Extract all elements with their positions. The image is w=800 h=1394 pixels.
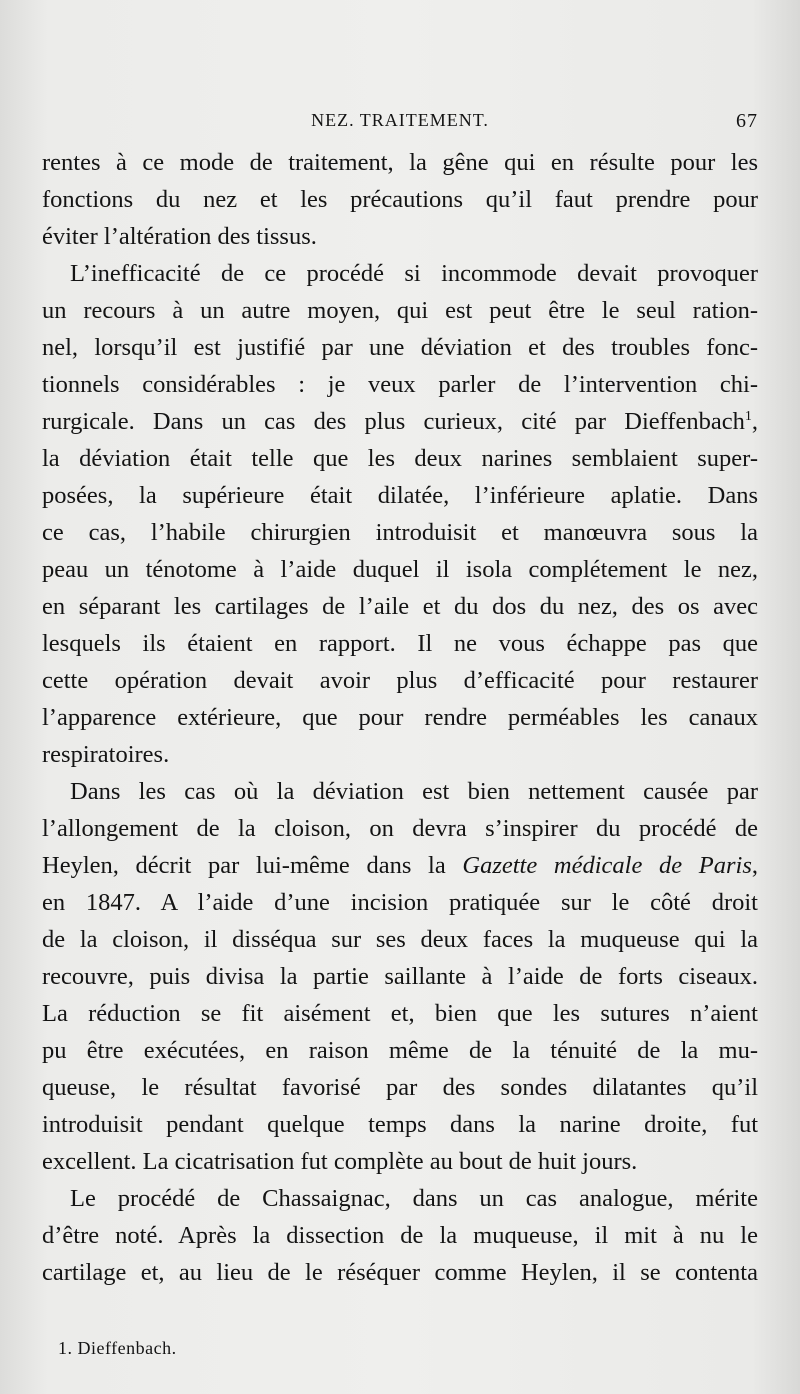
- text-line: posées, la supérieure était dilatée, l’inférieure aplatie. Dans: [42, 482, 758, 509]
- footnote-marker: 1: [744, 408, 752, 424]
- text-line: cartilage et, au lieu de le réséquer comme Heylen, il se contenta: [42, 1259, 758, 1286]
- page-header: [42, 110, 758, 134]
- text-line: fonctions du nez et les précautions qu’il faut prendre pour: [42, 186, 758, 213]
- text-line: L’inefficacité de ce procédé si incommode devait provoquer: [70, 260, 758, 287]
- text-segment: Heylen, décrit par lui-même dans la: [42, 852, 463, 879]
- text-line: recouvre, puis divisa la partie saillante à l’aide de forts ciseaux.: [42, 963, 758, 990]
- text-segment: ,: [751, 408, 758, 435]
- text-line: d’être noté. Après la dissection de la muqueuse, il mit à nu le: [42, 1222, 758, 1249]
- text-line: respiratoires.: [42, 741, 170, 768]
- text-line: Dans les cas où la déviation est bien nettement causée par: [70, 778, 758, 805]
- text-line: tionnels considérables : je veux parler de l’intervention chi-: [42, 371, 758, 398]
- text-line: en séparant les cartilages de l’aile et du dos du nez, des os avec: [42, 593, 758, 620]
- text-line: La réduction se fit aisément et, bien que les sutures n’aient: [42, 1000, 758, 1027]
- text-line: en 1847. A l’aide d’une incision pratiquée sur le côté droit: [42, 889, 758, 916]
- text-line: nel, lorsqu’il est justifié par une déviation et des troubles fonc-: [42, 334, 758, 361]
- text-line: lesquels ils étaient en rapport. Il ne vous échappe pas que: [42, 630, 758, 657]
- text-line: un recours à un autre moyen, qui est peut être le seul ration-: [42, 297, 758, 324]
- text-line-with-journal-title: [42, 847, 758, 884]
- text-line: Le procédé de Chassaignac, dans un cas analogue, mérite: [70, 1185, 758, 1212]
- running-head: NEZ. TRAITEMENT.: [311, 110, 489, 130]
- text-line: la déviation était telle que les deux narines semblaient super-: [42, 445, 758, 472]
- text-line: éviter l’altération des tissus.: [42, 223, 317, 250]
- text-segment: ,: [751, 852, 758, 879]
- text-segment: rurgicale. Dans un cas des plus curieux, cité par Dieffenbach: [42, 408, 745, 435]
- text-line: l’allongement de la cloison, on devra s’inspirer du procédé de: [42, 815, 758, 842]
- text-line: peau un ténotome à l’aide duquel il isola complétement le nez,: [42, 556, 758, 583]
- text-line: introduisit pendant quelque temps dans la narine droite, fut: [42, 1111, 758, 1138]
- text-line: queuse, le résultat favorisé par des sondes dilatantes qu’il: [42, 1074, 758, 1101]
- text-line: excellent. La cicatrisation fut complète au bout de huit jours.: [42, 1148, 638, 1175]
- text-line: l’apparence extérieure, que pour rendre perméables les canaux: [42, 704, 758, 731]
- text-line: de la cloison, il disséqua sur ses deux faces la muqueuse qui la: [42, 926, 758, 953]
- text-line: cette opération devait avoir plus d’efficacité pour restaurer: [42, 667, 758, 694]
- page-number: 67: [736, 110, 758, 132]
- text-line: ce cas, l’habile chirurgien introduisit et manœuvra sous la: [42, 519, 758, 546]
- text-line: pu être exécutées, en raison même de la ténuité de la mu-: [42, 1037, 758, 1064]
- footnote: 1. Dieffenbach.: [58, 1338, 177, 1358]
- text-line: rentes à ce mode de traitement, la gêne qui en résulte pour les: [42, 149, 758, 176]
- text-line-with-footnote: [42, 403, 758, 440]
- body-text: [42, 144, 758, 1291]
- journal-title: Gazette médicale de Paris: [462, 852, 752, 879]
